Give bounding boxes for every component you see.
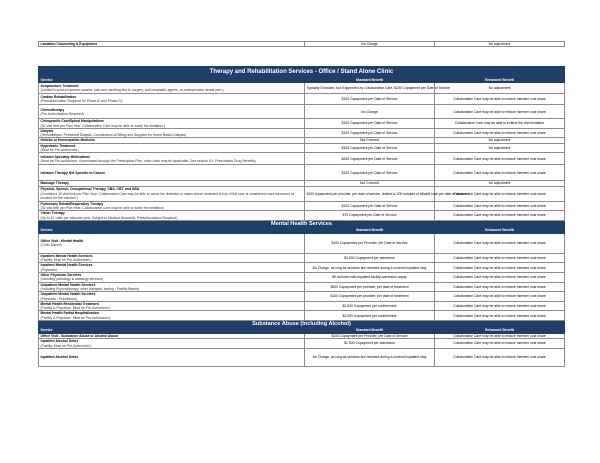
- service-name: Outpatient Mental Health Services: [40, 282, 96, 287]
- table-row: [39, 292, 565, 302]
- service-name: Pulmonary Rehab/Respiratory Therapy: [40, 201, 104, 206]
- service-cell: [39, 186, 305, 201]
- service-note: (Must be Pre-authorized. If purchased through the Prescription Plan, other rules may be applicable. See section XX. Prescription Drug Benefits): [40, 158, 256, 163]
- standard-benefit: Not Covered: [305, 181, 435, 186]
- standard-benefit: $100 Copayment per Date of Service: [305, 165, 435, 181]
- standard-benefit: $2,500 Copayment per admission: [305, 339, 435, 349]
- table-row: [39, 105, 565, 119]
- service-note: (Pre-Authorization Required): [40, 111, 84, 116]
- service-name: Mental Health Partial Hospitalization: [40, 311, 99, 316]
- header-service: Service: [39, 227, 305, 233]
- service-cell: [39, 273, 305, 283]
- standard-benefit: $2,500 Copayment per confinement: [305, 311, 435, 321]
- service-cell: [39, 165, 305, 181]
- enhanced-benefit: Collaborative Care may be able to extend the visit limitation: [435, 119, 565, 129]
- spacer-row: [39, 47, 565, 67]
- standard-benefit: $500 Copayment per provider, per date of treatment: [305, 282, 435, 292]
- table-row: [39, 201, 565, 211]
- enhanced-benefit: Collaborative Care may be able to reduce member cost share: [435, 253, 565, 263]
- standard-benefit: $100 Copayment per Date of Service: [305, 94, 435, 105]
- service-note: (30 visit limit per Plan Year. Collaborative Care may be able to waive the limitation.): [40, 123, 166, 128]
- standard-benefit: $0 included with inpatient facility admission copay: [305, 273, 435, 283]
- enhanced-benefit: Collaborative Care may be able to reduce member cost share: [435, 94, 565, 105]
- table-row: [39, 83, 565, 94]
- service-note: (Up to 12 visits per calendar year. Subject to Medical Necessity. Preauthorization Required): [40, 215, 178, 220]
- standard-benefit: $100 Copayment per Date of Service: [305, 143, 435, 153]
- service-cell: [39, 105, 305, 119]
- service-name: Mental Health Residential Treatment: [40, 301, 99, 306]
- standard-benefit: $75 Copayment per Date of Service: [305, 211, 435, 221]
- enhanced-benefit: Collaborative Care may be able to reduce member cost share: [435, 282, 565, 292]
- service-cell: [39, 348, 305, 366]
- standard-benefit: $100 copayment per provider, per date of service, limited to 200 minutes of billable care per date of service: [305, 186, 435, 201]
- service-note: (Facility. Must be Pre-Authorized.): [40, 343, 92, 348]
- table-row: [39, 348, 565, 366]
- service-name: Infusion Therapy Not Specific to Cancer: [40, 170, 105, 175]
- service-name: Office Visit - Substance Abuse or Alcohol Abuse: [40, 334, 119, 339]
- enhanced-benefit: Collaborative Care may be able to reduce member cost share: [435, 211, 565, 221]
- service-name: Physical, Speech, Occupational Therapy, CBA, CBT, and ABA: [40, 187, 140, 192]
- service-name: Other Physician Services: [40, 273, 82, 278]
- enhanced-benefit: No adjustment: [435, 42, 565, 47]
- service-note: (Must be Pre-authorized.): [40, 148, 79, 153]
- service-name: Inpatient Mental Health Services: [40, 263, 93, 268]
- header-standard: Standard Benefit: [305, 77, 435, 83]
- service-cell: [39, 143, 305, 153]
- service-cell: [39, 201, 305, 211]
- service-name: Lactation Counseling & Equipment: [39, 42, 305, 47]
- enhanced-benefit: Collaborative Care may be able to reduce member cost share: [435, 311, 565, 321]
- table-row: [39, 301, 565, 311]
- header-standard: Standard Benefit: [305, 227, 435, 233]
- service-note: (Facility & Physician. Must be Pre-Authorized.): [40, 315, 111, 320]
- table-row: [39, 233, 565, 253]
- service-cell: [39, 83, 305, 94]
- standard-benefit: $100 Copayment per Date of Service: [305, 119, 435, 129]
- header-enhanced: Enhanced Benefit: [435, 77, 565, 83]
- table-row: [39, 339, 565, 349]
- enhanced-benefit: Collaborative Care may be able to reduce member cost share: [435, 186, 565, 201]
- standard-benefit: $100 Copayment per provider, per date of treatment: [305, 292, 435, 302]
- table-row: [39, 273, 565, 283]
- service-note: (Combined 30 visit limit per Plan Year. Collaborative Care may be able to waive the limitation in cases where treatment is key of the care is considered more advanced at location for the member.): [40, 191, 294, 200]
- service-name: Inpatient Alcohol Detox: [40, 355, 79, 360]
- enhanced-benefit: Collaborative Care may be able to reduce member cost share: [435, 165, 565, 181]
- service-cell: [39, 153, 305, 165]
- service-note: (Physician / Practitioner): [40, 296, 78, 301]
- standard-benefit: No Charge, as long as services are received during a covered inpatient stay: [305, 348, 435, 366]
- enhanced-benefit: No adjustment: [435, 181, 565, 186]
- standard-benefit: No Charge: [305, 42, 435, 47]
- service-cell: [39, 339, 305, 349]
- header-enhanced: Enhanced Benefit: [435, 328, 565, 334]
- table-row: [39, 128, 565, 138]
- standard-benefit: $100 Copayment per Date of Service: [305, 201, 435, 211]
- enhanced-benefit: Collaborative Care may be able to reduce member cost share: [435, 233, 565, 253]
- service-note: (Including pathology & radiology services): [40, 277, 104, 282]
- service-note: (Clinic Based): [40, 243, 62, 248]
- enhanced-benefit: Collaborative Care may be able to reduce member cost share: [435, 153, 565, 165]
- table-row: [39, 263, 565, 273]
- service-name: Outpatient Mental Health Services: [40, 292, 96, 297]
- header-service: Service: [39, 328, 305, 334]
- benefits-table: [38, 41, 565, 367]
- service-cell: [39, 301, 305, 311]
- standard-benefit: No Charge, as long as services are received during a covered inpatient stay: [305, 263, 435, 273]
- table-row: [39, 153, 565, 165]
- enhanced-benefit: Collaborative Care may be able to reduce member cost share: [435, 301, 565, 311]
- enhanced-benefit: Collaborative Care may be able to reduce member cost share: [435, 348, 565, 366]
- service-cell: [39, 128, 305, 138]
- service-name: Chiropractic Care/Spinal Manipulations: [40, 119, 104, 124]
- standard-benefit: No Charge: [305, 105, 435, 119]
- standard-benefit: $2,500 Copayment per confinement: [305, 301, 435, 311]
- table-row: [39, 119, 565, 129]
- service-name: Hyperbaric Treatment: [40, 143, 76, 148]
- enhanced-benefit: Collaborative Care may be able to reduce member cost share: [435, 339, 565, 349]
- service-name: Infusion Specialty Medications: [40, 154, 91, 159]
- section-title: Substance Abuse (Including Alcohol): [39, 321, 565, 328]
- service-name: Vision Therapy: [40, 211, 65, 216]
- table-row: [39, 94, 565, 105]
- service-note: (Physician): [40, 267, 58, 272]
- service-cell: [39, 119, 305, 129]
- service-cell: [39, 282, 305, 292]
- standard-benefit: $100 Copayment per Provider, per Date of Service: [305, 334, 435, 339]
- section-title: Therapy and Rehabilitation Services - Office / Stand Alone Clinic: [39, 67, 565, 77]
- service-name: Holistic or Homeopathic Medicine: [40, 138, 95, 143]
- benefits-table-body: [39, 42, 565, 367]
- enhanced-benefit: Collaborative Care may be able to reduce member cost share: [435, 128, 565, 138]
- service-note: (Hemodialysis, Peritoneal Dialysis, Coordination of Billing and Supplies for Home Based Dialysis): [40, 133, 187, 138]
- standard-benefit: $2,500 Copayment per admission: [305, 253, 435, 263]
- service-note: (Limited to post-procedure nausea, pain and vomiting due to surgery, anti-neoplastic agents, or postoperative dental pain.): [40, 88, 224, 93]
- service-name: Inpatient Alcohol Detox: [40, 339, 79, 344]
- service-name: Cardiac Rehabilitation: [40, 95, 77, 99]
- table-row: [39, 211, 565, 221]
- service-cell: [39, 292, 305, 302]
- table-row: [39, 143, 565, 153]
- service-cell: [39, 211, 305, 221]
- benefits-sheet: [38, 41, 564, 367]
- service-name: Inpatient Mental Health Services: [40, 253, 93, 258]
- header-service: Service: [39, 77, 305, 83]
- section-banner-therapy: [39, 67, 565, 77]
- service-cell: [39, 233, 305, 253]
- service-cell: [39, 311, 305, 321]
- standard-benefit: Typically Excluded, but if approved by Collaborative Care, $100 Copayment per Date of Service: [305, 83, 435, 94]
- enhanced-benefit: Collaborative Care may be able to reduce member cost share: [435, 263, 565, 273]
- service-note: (Preauthorization Required for Phase III and Phase IV): [40, 99, 123, 104]
- table-row: [39, 311, 565, 321]
- table-row: [39, 165, 565, 181]
- enhanced-benefit: Collaborative Care may be able to reduce member cost share: [435, 105, 565, 119]
- enhanced-benefit: Collaborative Care may be able to reduce member cost share: [435, 292, 565, 302]
- service-cell: [39, 263, 305, 273]
- table-row: [39, 282, 565, 292]
- section-title: Mental Health Services: [39, 220, 565, 227]
- table-row: [39, 186, 565, 201]
- header-enhanced: Enhanced Benefit: [435, 227, 565, 233]
- table-row: [39, 253, 565, 263]
- service-cell: [39, 253, 305, 263]
- service-cell: [39, 94, 305, 105]
- header-standard: Standard Benefit: [305, 328, 435, 334]
- service-name: Dialysis: [40, 128, 54, 133]
- enhanced-benefit: No adjustment: [435, 138, 565, 143]
- enhanced-benefit: Collaborative Care may be able to reduce member cost share: [435, 273, 565, 283]
- service-name: Chemotherapy: [40, 107, 65, 112]
- section-banner-mental: [39, 220, 565, 227]
- standard-benefit: Not Covered: [305, 138, 435, 143]
- service-note: (Facility. Must be Pre-Authorized.): [40, 258, 92, 263]
- standard-benefit: $100 Copayment per Provider, per Date of Service: [305, 233, 435, 253]
- enhanced-benefit: No adjustment: [435, 143, 565, 153]
- enhanced-benefit: Collaborative Care may be able to reduce member cost share: [435, 334, 565, 339]
- service-note: (Including Psychotherapy, other therapist, testing - Facility Based): [40, 286, 139, 291]
- service-note: (30 visit limit per Plan Year. Collaborative Care may be able to waive the limitation): [40, 205, 165, 210]
- service-name: Massage Therapy: [40, 181, 69, 186]
- service-note: (Facility & Physician. Must be Pre-Authorized.): [40, 306, 111, 311]
- section-banner-substance: [39, 321, 565, 328]
- standard-benefit: $100 Copayment per Date of Service: [305, 128, 435, 138]
- enhanced-benefit: Collaborative Care may be able to reduce member cost share: [435, 201, 565, 211]
- standard-benefit: $200 Copayment per Date of Service: [305, 153, 435, 165]
- service-name: Acupuncture Treatment: [40, 84, 79, 88]
- service-name: Office Visit - Mental Health: [40, 239, 84, 244]
- enhanced-benefit: No adjustment: [435, 83, 565, 94]
